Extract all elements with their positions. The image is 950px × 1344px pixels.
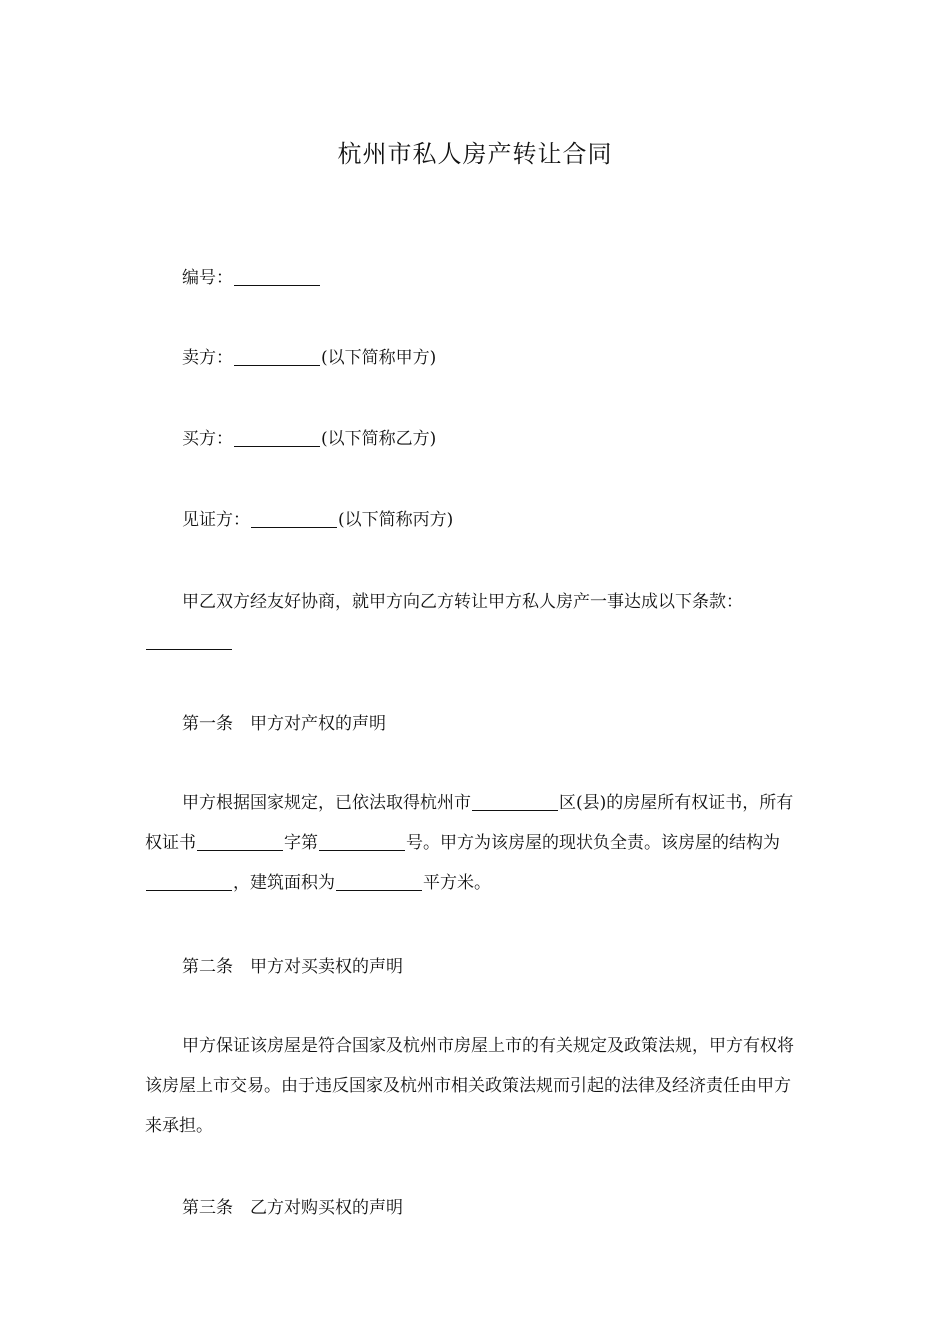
number-label: 编号： [182,268,233,288]
seller-blank[interactable] [234,364,320,366]
area-blank[interactable] [336,889,422,891]
article-1-text-5: ，建筑面积为 [233,873,335,893]
article-1-text-2: 区(县)的房屋所有权证书，所有权证书 [145,793,794,853]
seller-suffix: (以下简称甲方) [321,348,437,368]
intro-paragraph [145,582,805,662]
article-1-text-3: 字第 [284,833,318,853]
intro-blank[interactable] [146,648,232,650]
document-title: 杭州市私人房产转让合同 [337,140,613,168]
article-2-text: 甲方保证该房屋是符合国家及杭州市房屋上市的有关规定及政策法规，甲方有权将该房屋上市交易。由于违反国家及杭州市相关政策法规而引起的法律及经济责任由甲方来承担。 [145,1036,794,1136]
witness-suffix: (以下简称丙方) [338,510,454,530]
seller-label: 卖方： [182,348,233,368]
district-blank[interactable] [472,809,558,811]
buyer-label: 买方： [182,429,233,449]
article-1-text-4: 号。甲方为该房屋的现状负全责。该房屋的结构为 [406,833,780,853]
intro-text: 甲乙双方经友好协商，就甲方向乙方转让甲方私人房产一事达成以下条款： [182,592,743,612]
buyer-blank[interactable] [234,445,320,447]
article-2-paragraph [145,1026,805,1146]
article-1-text-1: 甲方根据国家规定，已依法取得杭州市 [182,793,471,813]
number-line [182,268,321,288]
witness-blank[interactable] [251,526,337,528]
article-1-text-6: 平方米。 [423,873,491,893]
article-2-heading: 第二条 甲方对买卖权的声明 [182,957,403,977]
structure-blank[interactable] [146,889,232,891]
buyer-line [182,429,436,449]
witness-label: 见证方： [182,510,250,530]
buyer-suffix: (以下简称乙方) [321,429,437,449]
article-3-heading: 第三条 乙方对购买权的声明 [182,1198,403,1218]
certificate-prefix-blank[interactable] [197,849,283,851]
number-blank[interactable] [234,284,320,286]
article-1-paragraph [145,783,805,903]
seller-line [182,348,436,368]
article-1-heading: 第一条 甲方对产权的声明 [182,714,386,734]
witness-line [182,510,453,530]
certificate-number-blank[interactable] [319,849,405,851]
